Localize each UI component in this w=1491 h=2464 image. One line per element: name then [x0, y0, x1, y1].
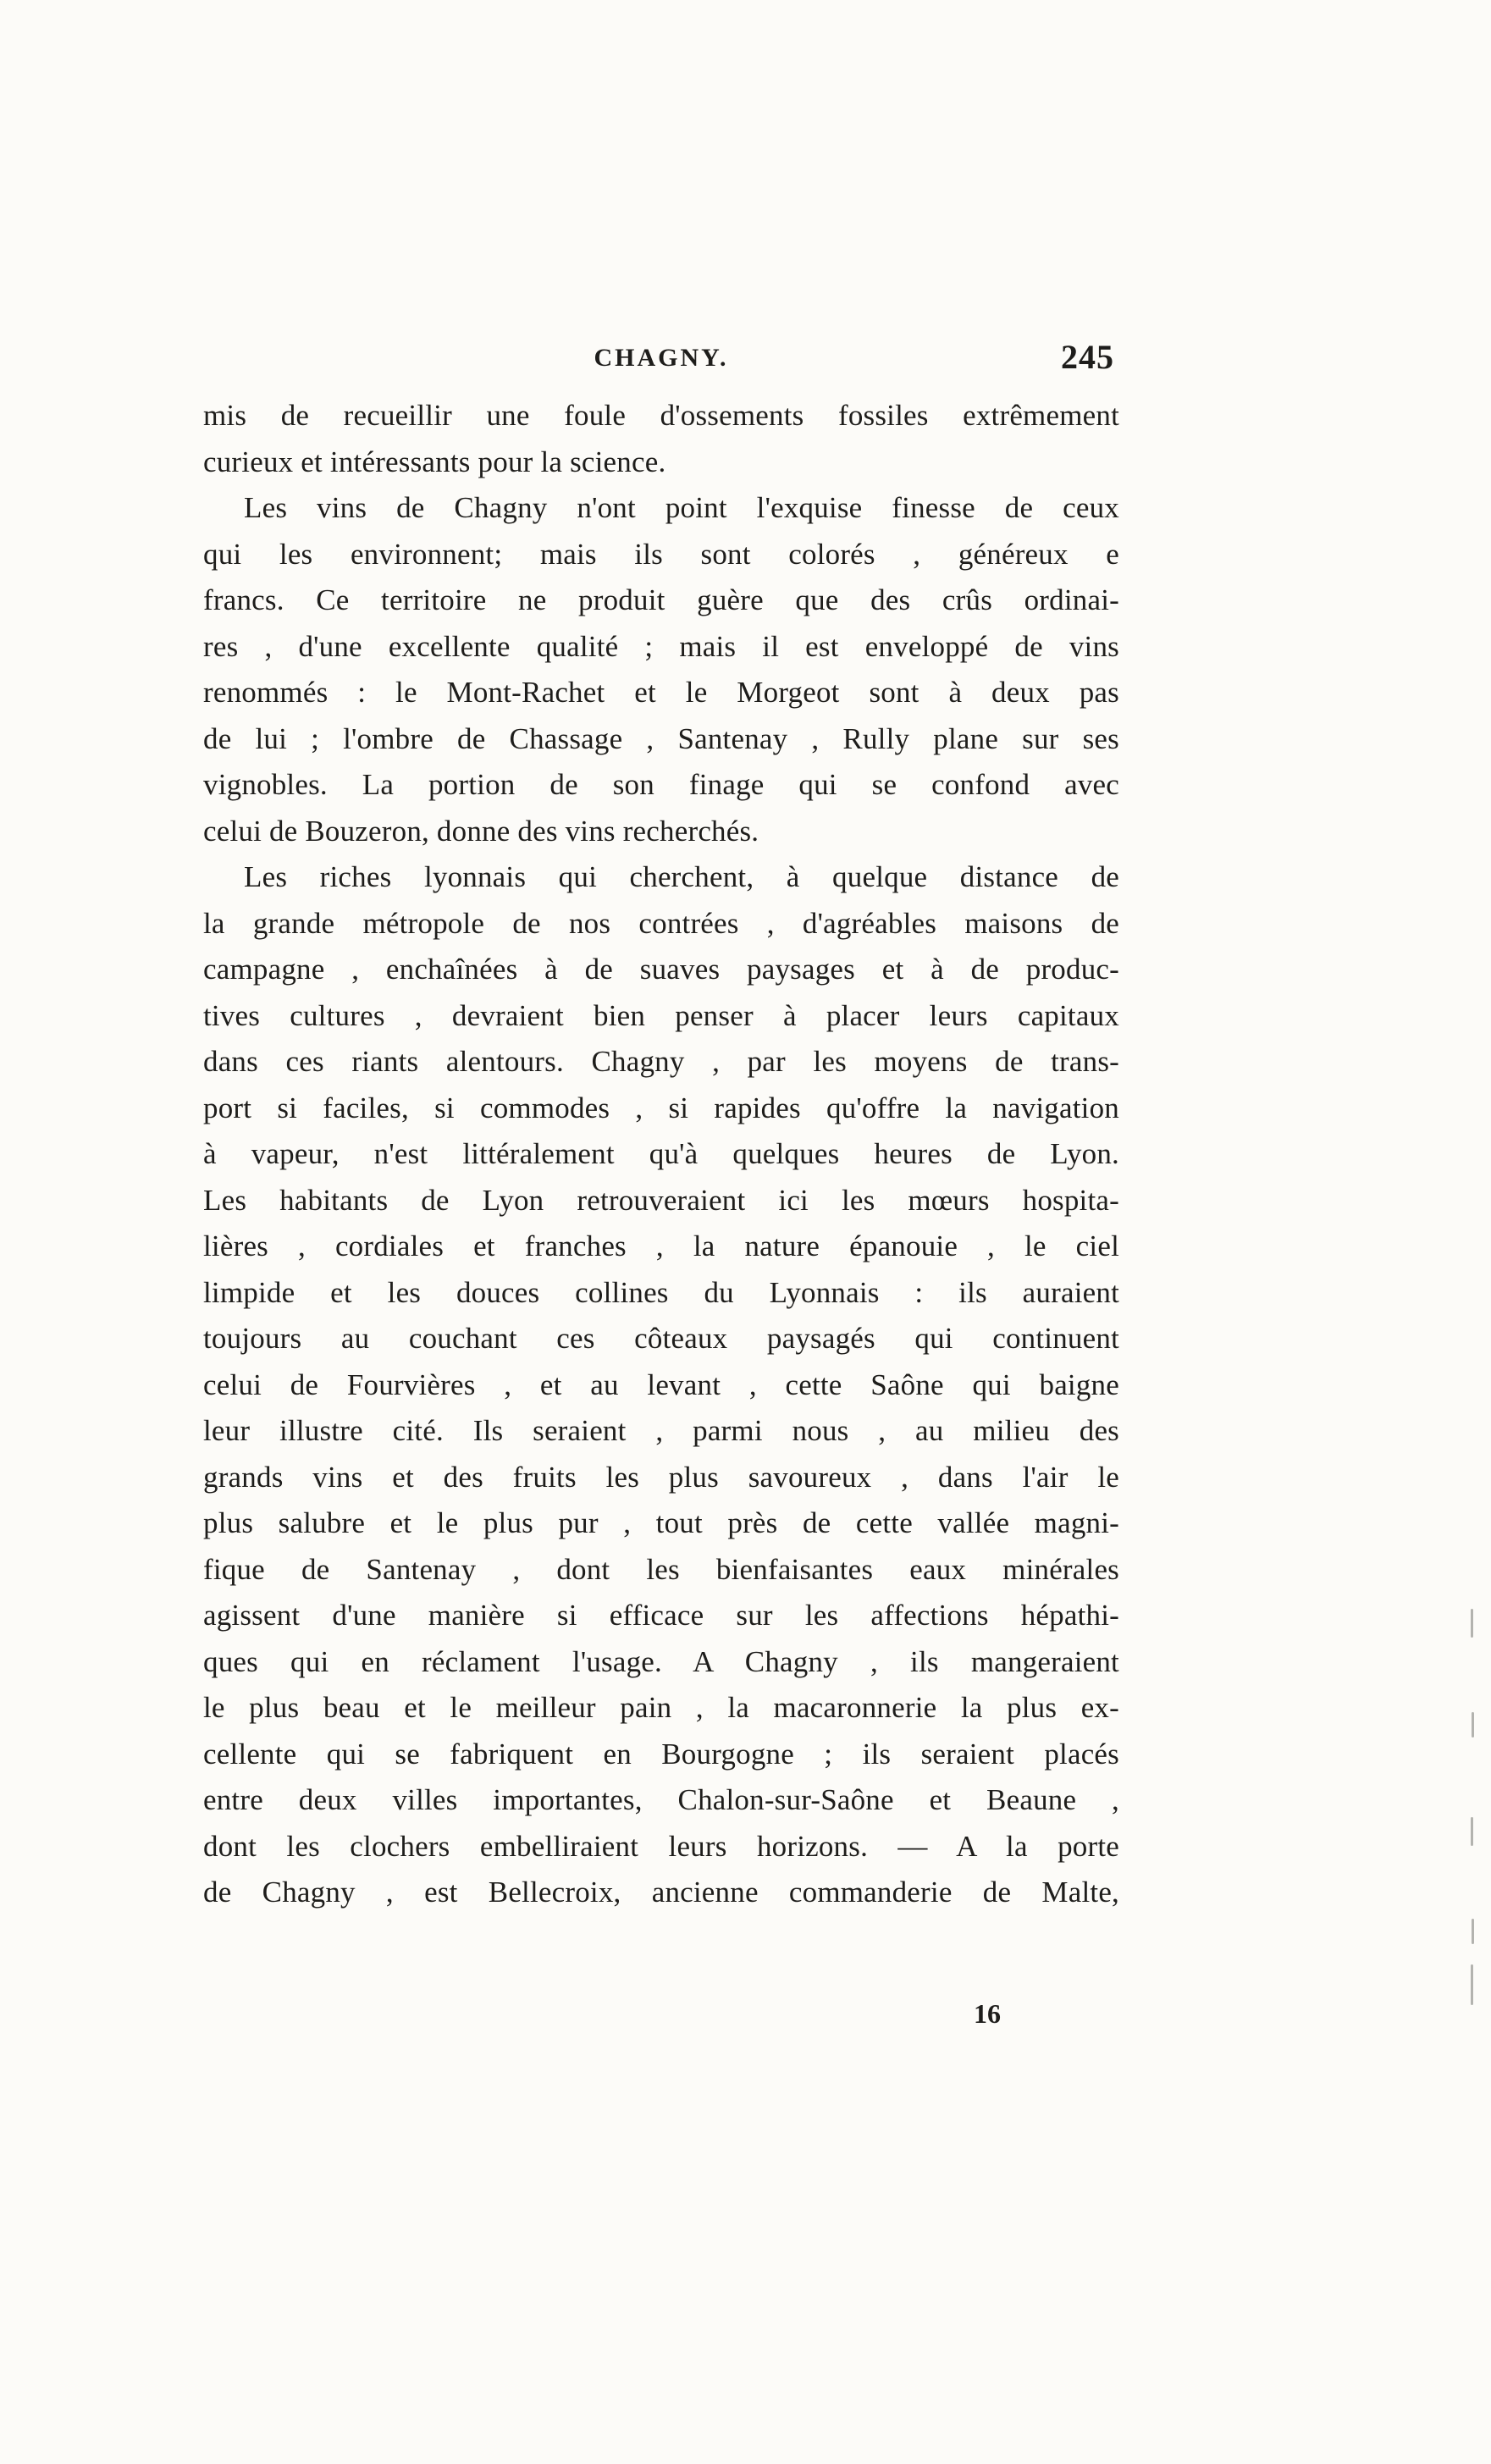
text-line: qui les environnent; mais ils sont colorés , généreux e	[203, 537, 1119, 571]
text-line: leur illustre cité. Ils seraient , parmi nous , au milieu des	[203, 1414, 1119, 1447]
text-line: campagne , enchaînées à de suaves paysages et à de produc-	[203, 953, 1119, 986]
page-header-title: CHAGNY.	[594, 344, 729, 372]
text-line: grands vins et des fruits les plus savoureux , dans l'air le	[203, 1460, 1119, 1494]
text-line: port si faciles, si commodes , si rapides qu'offre la navigation	[203, 1091, 1119, 1124]
sheet-signature: 16	[974, 1998, 1001, 2029]
text-line: Les habitants de Lyon retrouveraient ici les mœurs hospita-	[203, 1183, 1119, 1217]
text-line: Les riches lyonnais qui cherchent, à quelque distance de	[244, 860, 1119, 893]
text-line: mis de recueillir une foule d'ossements fossiles extrêmement	[203, 399, 1119, 432]
scan-artifact	[1471, 1609, 1473, 1638]
text-line: plus salubre et le plus pur , tout près de cette vallée magni-	[203, 1506, 1119, 1539]
text-line: Les vins de Chagny n'ont point l'exquise finesse de ceux	[244, 491, 1119, 524]
text-line: celui de Fourvières , et au levant , cette Saône qui baigne	[203, 1367, 1119, 1401]
running-header	[203, 337, 1119, 381]
text-line: res , d'une excellente qualité ; mais il est enveloppé de vins	[203, 629, 1119, 663]
scan-artifact	[1472, 1919, 1474, 1944]
text-line: dans ces riants alentours. Chagny , par les moyens de trans-	[203, 1045, 1119, 1078]
page-number: 245	[1061, 338, 1114, 376]
text-line: ques qui en réclament l'usage. A Chagny , ils mangeraient	[203, 1644, 1119, 1678]
scan-artifact	[1471, 1817, 1473, 1846]
text-line: fique de Santenay , dont les bienfaisantes eaux minérales	[203, 1552, 1119, 1586]
text-line: toujours au couchant ces côteaux paysagés qui continuent	[203, 1322, 1119, 1355]
text-line: francs. Ce territoire ne produit guère que des crûs ordinai-	[203, 583, 1119, 616]
text-line: limpide et les douces collines du Lyonnais : ils auraient	[203, 1275, 1119, 1309]
scan-artifact	[1472, 1712, 1474, 1738]
text-line: entre deux villes importantes, Chalon-sur-Saône et Beaune ,	[203, 1783, 1119, 1816]
text-line: vignobles. La portion de son finage qui se confond avec	[203, 768, 1119, 801]
text-line: curieux et intéressants pour la science.	[203, 445, 666, 478]
text-line: de Chagny , est Bellecroix, ancienne commanderie de Malte,	[203, 1876, 1119, 1909]
text-line: la grande métropole de nos contrées , d'agréables maisons de	[203, 906, 1119, 940]
text-line: celui de Bouzeron, donne des vins recherchés.	[203, 814, 759, 848]
text-line: à vapeur, n'est littéralement qu'à quelques heures de Lyon.	[203, 1137, 1119, 1170]
text-line: agissent d'une manière si efficace sur les affections hépathi-	[203, 1599, 1119, 1632]
scan-artifact	[1471, 1964, 1473, 2005]
text-line: lières , cordiales et franches , la nature épanouie , le ciel	[203, 1229, 1119, 1262]
text-line: dont les clochers embelliraient leurs horizons. — A la porte	[203, 1829, 1119, 1863]
text-line: le plus beau et le meilleur pain , la macaronnerie la plus ex-	[203, 1691, 1119, 1724]
text-line: renommés : le Mont-Rachet et le Morgeot sont à deux pas	[203, 676, 1119, 709]
text-line: cellente qui se fabriquent en Bourgogne ; ils seraient placés	[203, 1737, 1119, 1771]
text-line: de lui ; l'ombre de Chassage , Santenay , Rully plane sur ses	[203, 721, 1119, 755]
body-text	[203, 393, 1119, 1916]
text-line: tives cultures , devraient bien penser à placer leurs capitaux	[203, 998, 1119, 1032]
